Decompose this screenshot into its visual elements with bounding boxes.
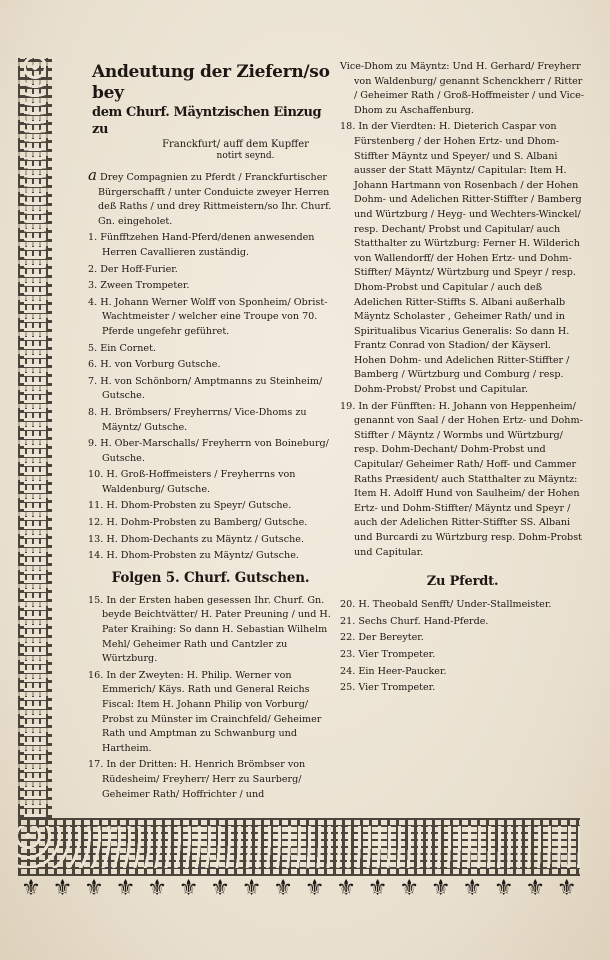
- list-item: [340, 665, 585, 680]
- entry-number: 21.: [340, 615, 356, 627]
- entry-text: Ein Heer-Paucker.: [358, 665, 447, 677]
- entry-number: 23.: [340, 648, 356, 660]
- section-heading-gutschen: Folgen 5. Churf. Gutschen.: [111, 569, 310, 586]
- list-item: [88, 375, 333, 404]
- fleuron-icon: ⚜: [210, 876, 230, 901]
- entry-text: Zween Trompeter.: [100, 280, 190, 292]
- entry-number: 2.: [88, 263, 98, 275]
- entry-number: 18.: [340, 121, 356, 133]
- entry-text: Vier Trompeter.: [358, 648, 436, 660]
- fleuron-icon: ⚜: [430, 876, 451, 901]
- list-item: [340, 681, 585, 696]
- entry-text: Vier Trompeter.: [358, 682, 436, 694]
- entry-text: H. Dhom-Probsten zu Speyr/ Gutsche.: [106, 500, 292, 512]
- section-heading-pferdt: Zu Pferdt.: [426, 574, 499, 590]
- list-item: [88, 549, 333, 564]
- fleuron-icon: ⚜: [367, 876, 388, 901]
- fleuron-icon: ⚜: [115, 876, 136, 901]
- entry-number: 16.: [88, 669, 104, 681]
- entry-number: 10.: [88, 469, 104, 481]
- list-item: [88, 358, 333, 373]
- entry-text: Fünfftzehen Hand-Pferd/denen anwesenden Herren Cavallieren zuständig.: [100, 232, 315, 258]
- entry-number: 19.: [340, 400, 356, 412]
- fleuron-icon: ⚜: [462, 876, 483, 901]
- page-title-line-4: notirt seynd.: [216, 151, 275, 161]
- fleuron-icon: ⚜: [52, 876, 73, 901]
- entry-number: 20.: [340, 599, 356, 611]
- fleuron-icon: ⚜: [304, 876, 325, 901]
- entry-list-left-2: [88, 594, 333, 802]
- list-item: [340, 648, 585, 663]
- left-column: [88, 60, 333, 804]
- entry-text: In der Fünfften: H. Johann von Heppenheim/ genannt von Saal / der Hohen Ertz- und Dohm-Stiffter / Mäyntz / Wormbs und Würtzburg/ resp. Dohm-Dechant/ Dohm-Probst und Capitular/ Geheimer Rath/ Hoff- und Cammer Raths Præsident/ auch Statthalter zu Mäyntz: Item H. Adolff Hund von Saulheim/ der Hohen Ertz- und Dohm-Stiffter/ Mäyntz und Speyr / auch der Adelichen Ritter-Stiffter SS. Albani und Burcardi zu Würtzburg resp. Dohm-Probst und Capitular.: [354, 400, 583, 558]
- entry-number: 7.: [88, 375, 98, 387]
- ornamental-border-left: [18, 58, 52, 818]
- entry-list-left: [88, 168, 333, 564]
- entry-number: 13.: [88, 533, 104, 545]
- list-item: [340, 120, 585, 397]
- entry-text: H. Ober-Marschalls/ Freyherrn von Boineburg/ Gutsche.: [100, 438, 329, 464]
- list-item: [88, 279, 333, 294]
- fleuron-icon: ⚜: [273, 876, 293, 901]
- page-title-line-3: Franckfurt/ auff dem Kupffer: [162, 139, 309, 150]
- entry-number: 22.: [340, 632, 356, 644]
- list-item: [340, 400, 585, 561]
- list-item: [340, 631, 585, 646]
- list-item: [88, 296, 333, 340]
- fleuron-row: [18, 878, 580, 912]
- list-item: [340, 615, 585, 630]
- entry-number: 14.: [88, 550, 104, 562]
- list-item: [88, 594, 333, 667]
- entry-number: 24.: [340, 665, 356, 677]
- fleuron-icon: ⚜: [556, 876, 577, 901]
- right-column: [340, 60, 585, 698]
- fleuron-icon: ⚜: [178, 876, 199, 901]
- entry-text: H. Johann Werner Wolff von Sponheim/ Obrist-Wachtmeister / welcher eine Troupe von 70. Pferde ungefehr geführet.: [100, 296, 328, 337]
- list-item: [88, 516, 333, 531]
- list-item: [88, 263, 333, 278]
- entry-number: 25.: [340, 682, 356, 694]
- entry-number: 3.: [88, 280, 98, 292]
- entry-text: H. Dhom-Probsten zu Mäyntz/ Gutsche.: [106, 550, 299, 562]
- fleuron-icon: ⚜: [21, 876, 41, 901]
- list-item: [88, 758, 333, 802]
- page-title-line-2: dem Churf. Mäyntzischen Einzug zu: [92, 105, 322, 137]
- entry-text: H. Brömbsers/ Freyherrns/ Vice-Dhoms zu Mäyntz/ Gutsche.: [100, 406, 307, 433]
- list-item: [88, 168, 333, 229]
- fleuron-icon: ⚜: [241, 876, 262, 901]
- list-item: [88, 468, 333, 497]
- entry-text: H. Theobald Senfft/ Under-Stallmeister.: [358, 599, 552, 611]
- fleuron-icon: ⚜: [336, 876, 357, 901]
- fleuron-icon: ⚜: [493, 876, 514, 901]
- entry-number: 9.: [88, 438, 98, 450]
- fleuron-icon: ⚜: [147, 876, 167, 901]
- list-item: [88, 499, 333, 514]
- entry-list-right: [340, 60, 585, 560]
- entry-number: 6.: [88, 359, 98, 371]
- entry-text: In der Zweyten: H. Philip. Werner von Emmerich/ Käys. Rath und General Reichs Fiscal: Item H. Johann Philip von Vorburg/ Probst zu Münster im Crainchfeld/ Geheimer Rath und Amptman zu Schwanburg und Hartheim.: [102, 669, 322, 754]
- entry-text: H. Groß-Hoffmeisters / Freyherrns von Waldenburg/ Gutsche.: [102, 469, 296, 495]
- entry-text: Ein Cornet.: [100, 342, 156, 354]
- ornamental-border-bottom: [18, 818, 580, 876]
- entry-text: In der Dritten: H. Henrich Brömbser von Rüdesheim/ Freyherr/ Herr zu Saurberg/ Geheimer Rath/ Hoffrichter / und: [102, 759, 306, 800]
- entry-text: Drey Compagnien zu Pferdt / Franckfurtischer Bürgerschafft / unter Conduicte zweyer Herren deß Raths / und drey Rittmeistern/so Ihr. Churf. Gn. eingeholet.: [98, 172, 332, 227]
- entry-text: Sechs Churf. Hand-Pferde.: [358, 615, 489, 627]
- entry-text: H. Dohm-Probsten zu Bamberg/ Gutsche.: [106, 517, 308, 529]
- entry-list-right-2: [340, 598, 585, 696]
- entry-number: 4.: [88, 296, 98, 308]
- list-item: [88, 231, 333, 260]
- list-item: [340, 598, 585, 613]
- entry-number: 15.: [88, 594, 104, 606]
- fleuron-icon: ⚜: [84, 876, 104, 901]
- entry-text: Der Bereyter.: [358, 632, 424, 644]
- entry-text: In der Ersten haben gesessen Ihr. Churf. Gn. beyde Beichtvätter/ H. Pater Preuning / und H. Pater Kraihing: So dann H. Sebastian Wilhelm Mehl/ Geheimer Rath und Cantzler zu Würtzburg.: [102, 594, 331, 665]
- list-item: [88, 437, 333, 466]
- entry-number: 5.: [88, 342, 98, 354]
- entry-number: a: [88, 166, 97, 184]
- entry-number: 17.: [88, 759, 104, 771]
- entry-text: Vice-Dhom zu Mäyntz: Und H. Gerhard/ Freyherr von Waldenburg/ genannt Schenckherr / Ritter / Geheimer Rath / Groß-Hoffmeister / und Vice-Dhom zu Aschaffenburg.: [340, 61, 585, 116]
- entry-text: Der Hoff-Furier.: [100, 263, 178, 275]
- entry-number: 8.: [88, 406, 98, 418]
- entry-text: H. Dhom-Dechants zu Mäyntz / Gutsche.: [106, 533, 304, 545]
- entry-number: 1.: [88, 232, 98, 244]
- page-title-line-1: Andeutung der Ziefern/so bey: [92, 62, 330, 103]
- fleuron-icon: ⚜: [525, 876, 546, 901]
- list-item: [88, 406, 333, 435]
- list-item: [88, 342, 333, 357]
- entry-number: 12.: [88, 517, 104, 529]
- fleuron-icon: ⚜: [399, 876, 420, 901]
- entry-text: H. von Schönborn/ Amptmanns zu Steinheim/ Gutsche.: [100, 375, 323, 402]
- entry-text: H. von Vorburg Gutsche.: [100, 359, 221, 371]
- entry-text: In der Vierdten: H. Dieterich Caspar von Fürstenberg / der Hohen Ertz- und Dhom-Stiffter Mäyntz und Speyer/ und S. Albani ausser der Statt Mäyntz/ Capitular: Item H. Johann Hartmann von Rosenbach / der Hohen Dohm- und Adelichen Ritter-Stiffter / Bamberg und Würtzburg / Heyg- und Wechters-Winckel/ resp. Dechant/ Probst und Capitular/ auch Statthalter zu Würtzburg: Ferner H. Wilderich von Wallendorff/ der Hohen Ertz- und Dohm-Stiffter/ Mäyntz/ Würtzburg und Speyr / resp. Dhom-Probst und Capitular / auch deß Adelichen Ritter-Stiffts S. Albani außerhalb Mäyntz Scholaster , Geheimer Rath/ und in Spiritualibus Vicarius Generalis: So dann H. Frantz Conrad von Stadion/ der Käyserl. Hohen Dohm- und Adelichen Ritter-Stiffter / Bamberg / Würtzburg und Comburg / resp. Dohm-Probst/ Probst und Capitular.: [354, 121, 582, 396]
- entry-number: 11.: [88, 500, 104, 512]
- list-item: [88, 533, 333, 548]
- list-item: [340, 60, 585, 118]
- list-item: [88, 669, 333, 757]
